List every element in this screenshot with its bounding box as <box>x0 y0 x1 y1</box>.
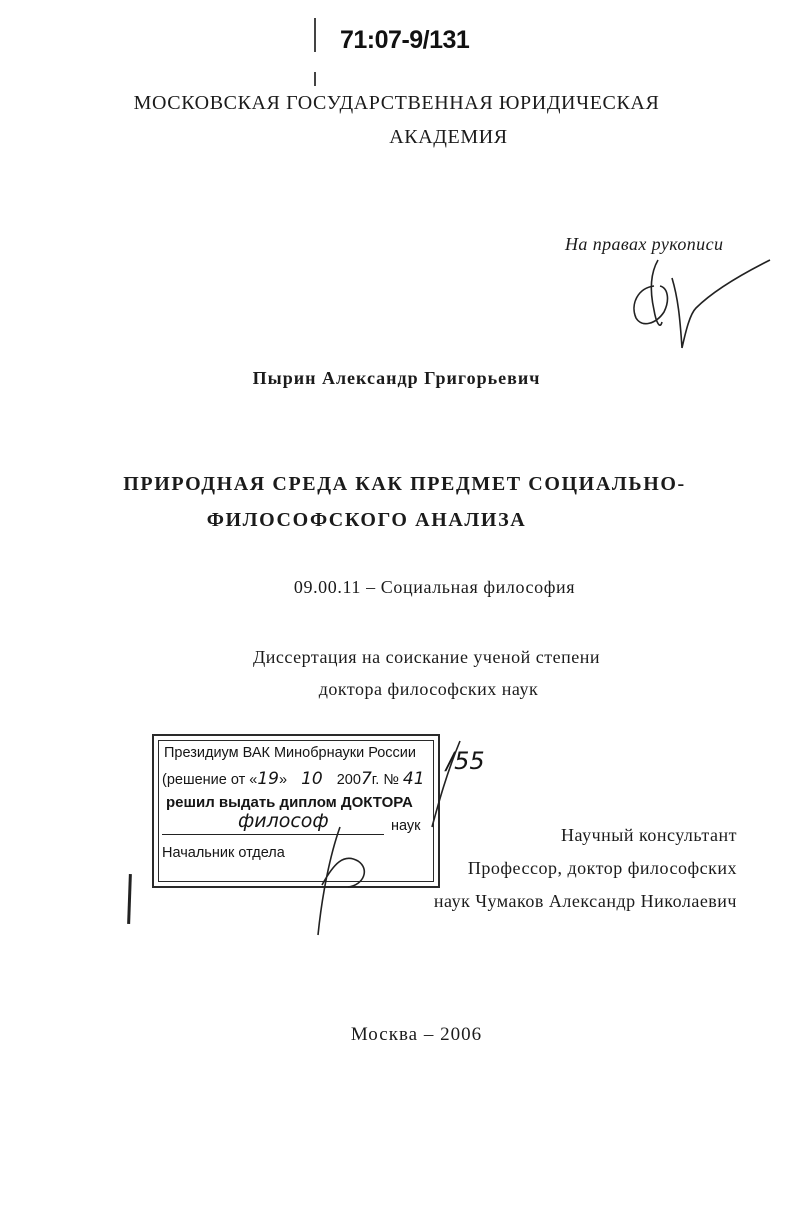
stamp-number-label: г. № <box>371 772 399 788</box>
specialty: 09.00.11 – Социальная философия <box>293 577 576 597</box>
stamp-date-prefix: (решение от « <box>162 772 258 788</box>
author-signature-image <box>620 252 780 362</box>
degree-line1: Диссертация на соискание ученой степени <box>253 647 600 667</box>
institution-line1: МОСКОВСКАЯ ГОСУДАРСТВЕННАЯ ЮРИДИЧЕСКАЯ <box>133 92 660 114</box>
thesis-title-line2: ФИЛОСОФСКОГО АНАЛИЗА <box>206 509 527 531</box>
stamp-number-tail-handwritten: /55 <box>446 747 485 775</box>
stamp-signature-stroke <box>318 827 364 935</box>
stamp-date-quote: » <box>278 772 288 788</box>
stamp-line4-suffix: наук <box>391 818 421 834</box>
consultant-role: Научный консультант <box>561 825 737 845</box>
shelf-mark: 71:07-9/131 <box>340 26 470 54</box>
stamp-tail-slash <box>432 741 460 827</box>
signature-stroke-3 <box>672 260 770 348</box>
stamp-year: 200 <box>336 772 361 788</box>
stamp-month-handwritten: 10 <box>301 769 323 789</box>
stamp-line1: Президиум ВАК Минобрнауки России <box>164 745 417 761</box>
consultant-line2: наук Чумаков Александр Николаевич <box>433 891 737 911</box>
margin-mark <box>127 874 132 924</box>
consultant-line1: Профессор, доктор философских <box>467 858 737 878</box>
rights-note: На правах рукописи <box>565 234 724 254</box>
margin-bar-bottom <box>314 72 316 86</box>
stamp-field-handwritten: философ <box>238 810 329 832</box>
stamp-day-handwritten: 19 <box>257 769 279 789</box>
degree-line2: доктора философских наук <box>318 679 539 699</box>
margin-bar-top <box>314 18 316 52</box>
city-year: Москва – 2006 <box>350 1024 483 1045</box>
author-name: Пырин Александр Григорьевич <box>252 368 541 388</box>
stamp-year-handwritten: 7 <box>360 769 372 789</box>
stamp-number-handwritten: 41 <box>402 769 425 789</box>
stamp-line5: Начальник отдела <box>162 845 285 861</box>
thesis-title-line1: ПРИРОДНАЯ СРЕДА КАК ПРЕДМЕТ СОЦИАЛЬНО- <box>123 473 686 495</box>
stamp-line3: решил выдать диплом ДОКТОРА <box>166 794 413 811</box>
institution-line2: АКАДЕМИЯ <box>389 126 508 148</box>
